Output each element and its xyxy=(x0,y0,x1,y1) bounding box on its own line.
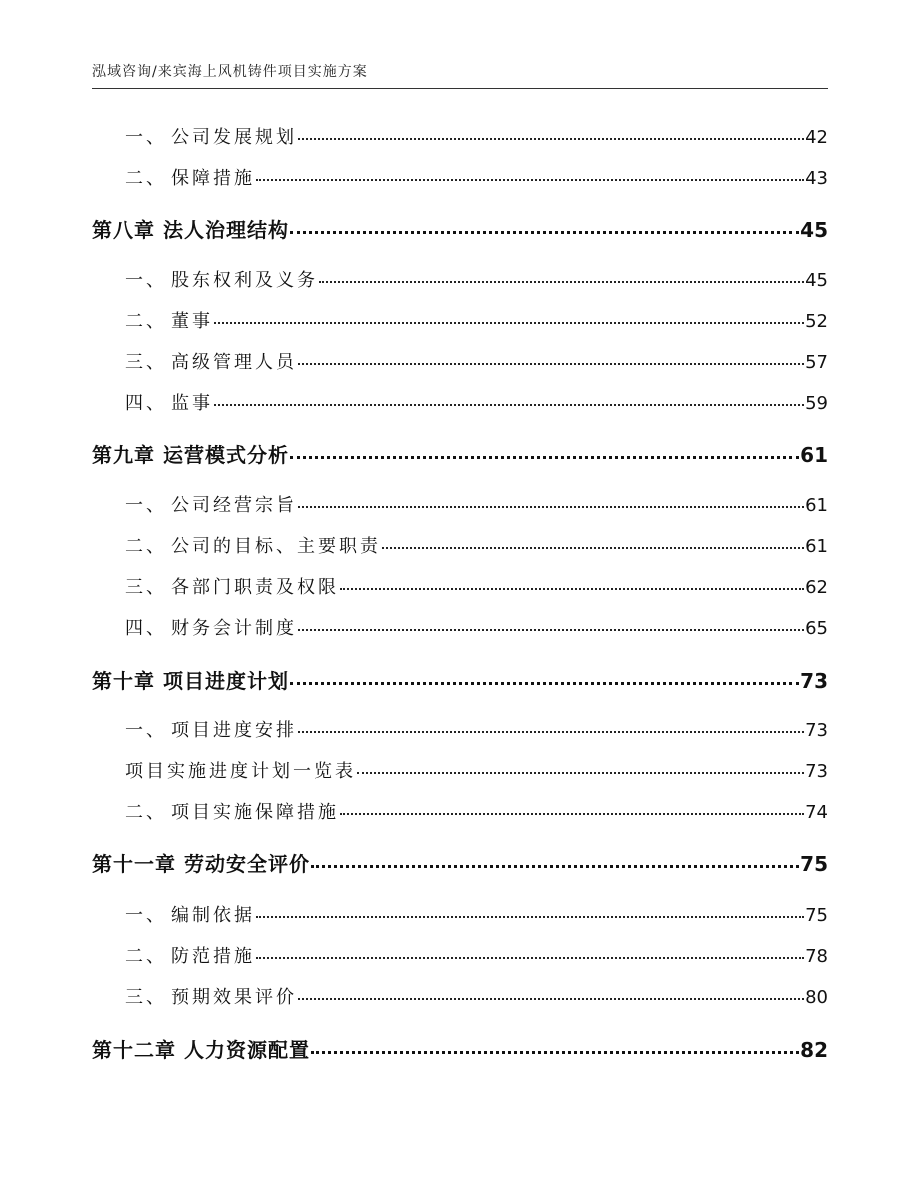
toc-entry-title: 公司经营宗旨 xyxy=(171,495,297,516)
toc-page-number: 78 xyxy=(805,946,828,967)
toc-entry-title: 项目实施保障措施 xyxy=(171,802,339,823)
dot-leader xyxy=(256,957,804,959)
dot-leader xyxy=(298,506,804,508)
toc-entry-number: 二、 xyxy=(125,311,167,332)
dot-leader xyxy=(256,179,804,181)
toc-entry-number: 三、 xyxy=(125,577,167,598)
dot-leader xyxy=(298,138,804,140)
toc-page-number: 59 xyxy=(805,393,828,414)
toc-page-number: 57 xyxy=(805,352,828,373)
toc-page-number: 80 xyxy=(805,987,828,1008)
toc-entry-label xyxy=(125,614,297,640)
toc-entry-number: 二、 xyxy=(125,536,167,557)
toc-page-number: 43 xyxy=(805,168,828,189)
toc-section-entry[interactable] xyxy=(125,716,828,742)
toc-entry-number: 三、 xyxy=(125,352,167,373)
toc-section-entry[interactable] xyxy=(125,348,828,374)
toc-section-entry[interactable] xyxy=(125,389,828,415)
dot-leader xyxy=(298,629,804,631)
toc-entry-label xyxy=(125,573,339,599)
toc-chapter-entry[interactable] xyxy=(92,848,828,877)
toc-page-number: 61 xyxy=(800,443,828,467)
dot-leader xyxy=(298,363,804,365)
toc-page-number: 45 xyxy=(805,270,828,291)
toc-chapter-entry[interactable] xyxy=(92,214,828,243)
toc-entry-label xyxy=(125,983,297,1009)
toc-entry-title: 高级管理人员 xyxy=(171,352,297,373)
toc-page-number: 75 xyxy=(800,852,828,876)
toc-entry-label xyxy=(125,532,381,558)
toc-entry-label xyxy=(92,665,289,694)
toc-entry-number: 一、 xyxy=(125,270,167,291)
toc-entry-title: 项目进度安排 xyxy=(171,720,297,741)
toc-entry-title: 监事 xyxy=(171,393,213,414)
toc-section-entry[interactable] xyxy=(125,901,828,927)
toc-entry-title: 第十一章 劳动安全评价 xyxy=(92,852,310,876)
toc-chapter-entry[interactable] xyxy=(92,665,828,694)
toc-entry-title: 公司的目标、主要职责 xyxy=(171,536,381,557)
toc-entry-title: 董事 xyxy=(171,311,213,332)
toc-page-number: 65 xyxy=(805,618,828,639)
toc-section-entry[interactable] xyxy=(125,614,828,640)
toc-section-entry[interactable] xyxy=(125,757,828,783)
toc-section-entry[interactable] xyxy=(125,491,828,517)
toc-entry-label xyxy=(125,164,255,190)
toc-entry-title: 股东权利及义务 xyxy=(171,270,318,291)
dot-leader xyxy=(319,281,804,283)
toc-entry-number: 一、 xyxy=(125,127,167,148)
toc-entry-title: 财务会计制度 xyxy=(171,618,297,639)
dot-leader xyxy=(340,588,804,590)
toc-entry-label xyxy=(125,491,297,517)
toc-entry-label xyxy=(125,123,297,149)
toc-entry-label xyxy=(125,307,213,333)
toc-entry-label xyxy=(125,389,213,415)
toc-entry-number: 二、 xyxy=(125,946,167,967)
toc-entry-label xyxy=(125,798,339,824)
dot-leader xyxy=(298,731,804,733)
header-divider xyxy=(92,88,828,89)
toc-entry-label xyxy=(125,716,297,742)
toc-entry-title: 第十章 项目进度计划 xyxy=(92,669,289,693)
toc-entry-label xyxy=(92,214,289,243)
toc-page-number: 62 xyxy=(805,577,828,598)
toc-entry-title: 各部门职责及权限 xyxy=(171,577,339,598)
toc-entry-number: 四、 xyxy=(125,618,167,639)
toc-entry-label xyxy=(125,266,318,292)
dot-leader xyxy=(382,547,804,549)
dot-leader xyxy=(256,916,804,918)
toc-section-entry[interactable] xyxy=(125,532,828,558)
toc-entry-label xyxy=(125,901,255,927)
toc-section-entry[interactable] xyxy=(125,798,828,824)
toc-page-number: 73 xyxy=(800,669,828,693)
toc-page-number: 42 xyxy=(805,127,828,148)
toc-entry-number: 一、 xyxy=(125,720,167,741)
toc-entry-label xyxy=(92,439,289,468)
toc-section-entry[interactable] xyxy=(125,164,828,190)
toc-entry-title: 第九章 运营模式分析 xyxy=(92,443,289,467)
toc-entry-number: 二、 xyxy=(125,802,167,823)
toc-chapter-entry[interactable] xyxy=(92,1034,828,1063)
toc-entry-title: 第八章 法人治理结构 xyxy=(92,218,289,242)
toc-section-entry[interactable] xyxy=(125,307,828,333)
toc-entry-number: 四、 xyxy=(125,393,167,414)
toc-entry-title: 预期效果评价 xyxy=(171,987,297,1008)
dot-leader xyxy=(357,772,804,774)
toc-entry-title: 公司发展规划 xyxy=(171,127,297,148)
toc-section-entry[interactable] xyxy=(125,123,828,149)
dot-leader xyxy=(298,998,804,1000)
toc-page-number: 75 xyxy=(805,905,828,926)
dot-leader xyxy=(290,231,799,234)
toc-entry-label xyxy=(92,848,310,877)
toc-entry-title: 项目实施进度计划一览表 xyxy=(125,761,356,782)
toc-entry-label xyxy=(125,942,255,968)
toc-entry-number: 一、 xyxy=(125,905,167,926)
toc-entry-title: 第十二章 人力资源配置 xyxy=(92,1038,310,1062)
dot-leader xyxy=(340,813,804,815)
dot-leader xyxy=(311,865,799,868)
toc-page-number: 74 xyxy=(805,802,828,823)
toc-entry-label xyxy=(92,1034,310,1063)
toc-entry-number: 二、 xyxy=(125,168,167,189)
toc-page-number: 82 xyxy=(800,1038,828,1062)
dot-leader xyxy=(290,456,799,459)
toc-entry-number: 三、 xyxy=(125,987,167,1008)
dot-leader xyxy=(214,404,804,406)
dot-leader xyxy=(214,322,804,324)
toc-entry-title: 防范措施 xyxy=(171,946,255,967)
toc-chapter-entry[interactable] xyxy=(92,439,828,468)
toc-entry-label xyxy=(125,757,356,783)
page-header: 泓域咨询/来宾海上风机铸件项目实施方案 xyxy=(92,64,368,80)
toc-entry-title: 保障措施 xyxy=(171,168,255,189)
toc-page-number: 45 xyxy=(800,218,828,242)
toc-page-number: 52 xyxy=(805,311,828,332)
toc-section-entry[interactable] xyxy=(125,942,828,968)
toc-section-entry[interactable] xyxy=(125,573,828,599)
toc-page-number: 61 xyxy=(805,495,828,516)
toc-page-number: 61 xyxy=(805,536,828,557)
dot-leader xyxy=(290,682,799,685)
toc-entry-label xyxy=(125,348,297,374)
toc-section-entry[interactable] xyxy=(125,983,828,1009)
toc-section-entry[interactable] xyxy=(125,266,828,292)
dot-leader xyxy=(311,1051,799,1054)
toc-page-number: 73 xyxy=(805,761,828,782)
toc-entry-number: 一、 xyxy=(125,495,167,516)
toc-entry-title: 编制依据 xyxy=(171,905,255,926)
toc-page-number: 73 xyxy=(805,720,828,741)
